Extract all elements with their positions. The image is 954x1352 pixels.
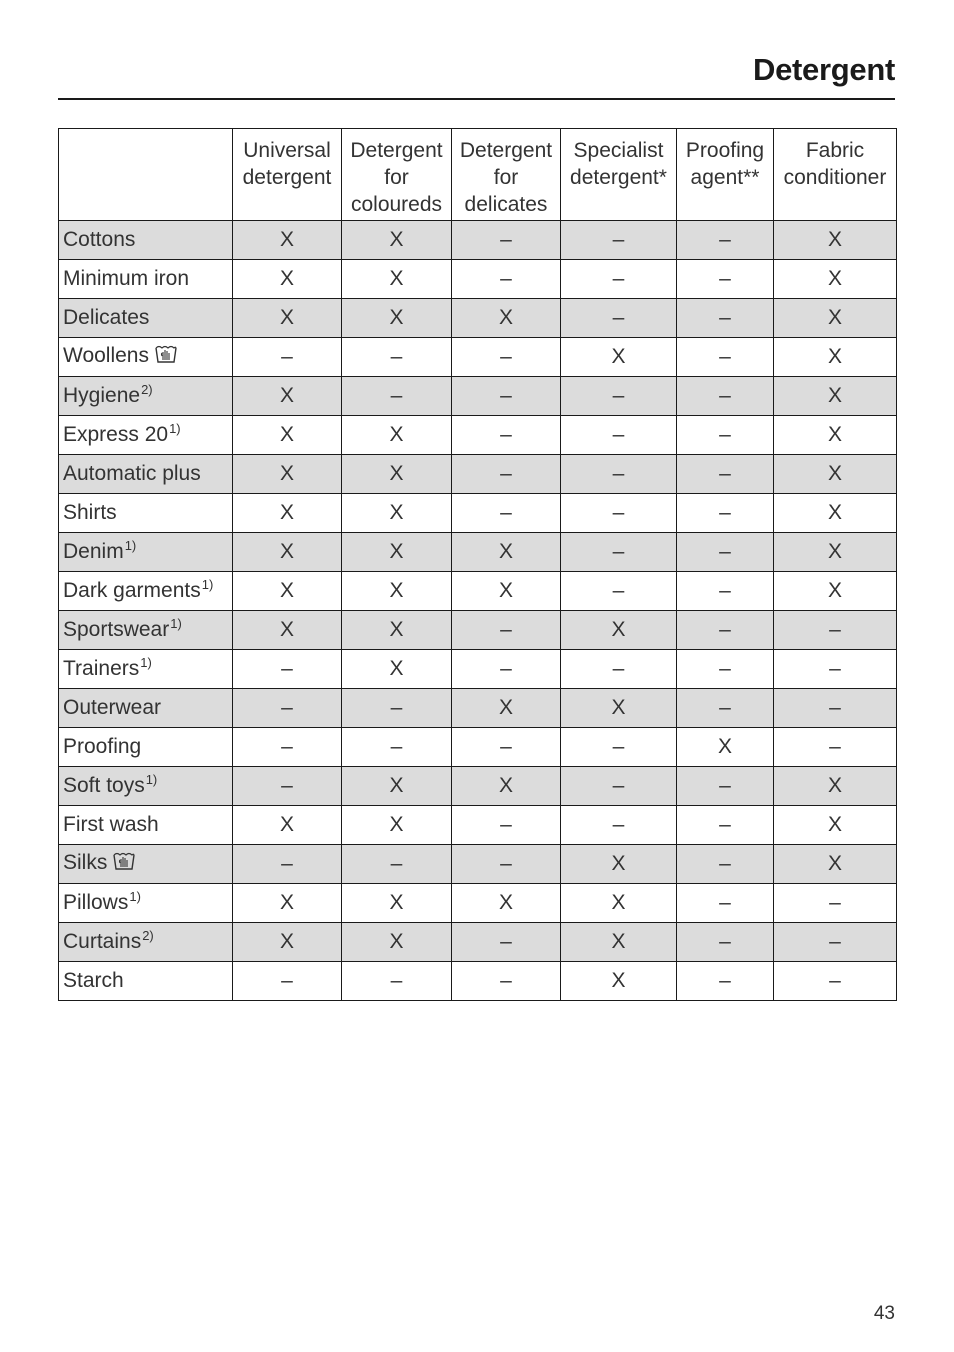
table-cell: X xyxy=(774,533,897,572)
column-header: Detergent for delicates xyxy=(452,129,561,221)
table-row xyxy=(59,494,897,533)
column-header: Specialist detergent* xyxy=(561,129,677,221)
table-cell: X xyxy=(561,845,677,884)
programme-name: Pillows xyxy=(63,891,129,914)
table-cell: – xyxy=(233,650,342,689)
table-cell: X xyxy=(561,689,677,728)
table-cell: – xyxy=(677,845,774,884)
table-row xyxy=(59,689,897,728)
table-cell: – xyxy=(452,377,561,416)
programme-cell xyxy=(59,416,233,455)
table-cell: X xyxy=(774,299,897,338)
table-cell: – xyxy=(233,728,342,767)
table-cell: – xyxy=(452,611,561,650)
table-row xyxy=(59,806,897,845)
programme-name: Automatic plus xyxy=(63,462,201,485)
programme-name: Dark garments xyxy=(63,579,201,602)
table-cell: – xyxy=(677,572,774,611)
table-row xyxy=(59,377,897,416)
table-row xyxy=(59,260,897,299)
programme-cell xyxy=(59,884,233,923)
table-cell: X xyxy=(233,455,342,494)
programme-cell xyxy=(59,728,233,767)
table-cell: – xyxy=(561,260,677,299)
programme-cell xyxy=(59,494,233,533)
table-cell: – xyxy=(342,338,452,377)
table-row xyxy=(59,299,897,338)
table-cell: – xyxy=(774,611,897,650)
programme-cell xyxy=(59,923,233,962)
table-row xyxy=(59,767,897,806)
table-cell: – xyxy=(774,962,897,1001)
table-cell: – xyxy=(342,962,452,1001)
table-cell: X xyxy=(342,299,452,338)
table-cell: – xyxy=(774,689,897,728)
programme-name: Minimum iron xyxy=(63,267,190,290)
table-cell: X xyxy=(452,299,561,338)
table-cell: – xyxy=(452,416,561,455)
table-cell: X xyxy=(452,767,561,806)
table-cell: – xyxy=(342,728,452,767)
table-cell: – xyxy=(677,221,774,260)
table-cell: X xyxy=(342,455,452,494)
table-cell: – xyxy=(677,806,774,845)
programme-name: Express 20 xyxy=(63,423,169,446)
detergent-table xyxy=(58,128,897,1001)
programme-cell xyxy=(59,338,233,377)
programme-cell xyxy=(59,611,233,650)
table-cell: – xyxy=(452,923,561,962)
table-cell: X xyxy=(233,377,342,416)
programme-name: Sportswear xyxy=(63,618,170,641)
table-row xyxy=(59,923,897,962)
table-cell: – xyxy=(233,689,342,728)
programme-name: Curtains xyxy=(63,930,142,953)
table-cell: – xyxy=(452,962,561,1001)
table-cell: X xyxy=(342,533,452,572)
table-cell: X xyxy=(233,533,342,572)
table-cell: X xyxy=(677,728,774,767)
table-cell: X xyxy=(452,884,561,923)
table-row xyxy=(59,416,897,455)
table-cell: – xyxy=(561,767,677,806)
table-cell: – xyxy=(233,767,342,806)
table-cell: X xyxy=(233,494,342,533)
table-cell: X xyxy=(342,611,452,650)
table-cell: – xyxy=(677,767,774,806)
table-cell: – xyxy=(677,455,774,494)
programme-name: Cottons xyxy=(63,228,136,251)
column-header: Detergent for coloureds xyxy=(342,129,452,221)
handwash-icon xyxy=(113,851,135,877)
table-cell: – xyxy=(774,650,897,689)
table-cell: X xyxy=(774,767,897,806)
table-cell: – xyxy=(561,416,677,455)
programme-cell xyxy=(59,806,233,845)
table-cell: – xyxy=(342,377,452,416)
programme-cell xyxy=(59,650,233,689)
table-row xyxy=(59,221,897,260)
programme-name: Soft toys xyxy=(63,774,145,797)
table-cell: X xyxy=(233,806,342,845)
table-cell: X xyxy=(233,884,342,923)
table-row xyxy=(59,884,897,923)
table-row xyxy=(59,338,897,377)
table-cell: X xyxy=(561,611,677,650)
table-cell: X xyxy=(233,299,342,338)
table-cell: – xyxy=(561,650,677,689)
table-cell: – xyxy=(677,377,774,416)
programme-cell xyxy=(59,767,233,806)
table-cell: X xyxy=(342,221,452,260)
table-row xyxy=(59,611,897,650)
table-cell: – xyxy=(561,728,677,767)
table-cell: X xyxy=(233,923,342,962)
programme-name: Starch xyxy=(63,969,124,992)
table-cell: – xyxy=(677,611,774,650)
table-cell: – xyxy=(774,884,897,923)
table-cell: – xyxy=(677,299,774,338)
programme-name: First wash xyxy=(63,813,159,836)
table-row xyxy=(59,572,897,611)
table-cell: X xyxy=(774,338,897,377)
table-cell: – xyxy=(561,533,677,572)
table-cell: – xyxy=(452,221,561,260)
table-cell: X xyxy=(342,923,452,962)
table-cell: – xyxy=(561,494,677,533)
page-number: 43 xyxy=(873,1303,895,1324)
table-cell: – xyxy=(677,650,774,689)
table-cell: X xyxy=(452,572,561,611)
table-cell: – xyxy=(233,338,342,377)
table-cell: – xyxy=(342,845,452,884)
table-cell: – xyxy=(561,572,677,611)
table-cell: X xyxy=(774,377,897,416)
programme-cell xyxy=(59,221,233,260)
programme-cell xyxy=(59,455,233,494)
table-cell: X xyxy=(774,455,897,494)
programme-cell xyxy=(59,572,233,611)
programme-name: Silks xyxy=(63,851,108,874)
table-cell: X xyxy=(342,494,452,533)
table-cell: – xyxy=(561,806,677,845)
title-divider xyxy=(58,98,895,100)
table-cell: X xyxy=(774,260,897,299)
programme-cell xyxy=(59,533,233,572)
footnote-marker: 1) xyxy=(201,577,214,592)
footnote-marker: 1) xyxy=(145,772,158,787)
programme-cell xyxy=(59,377,233,416)
table-row xyxy=(59,455,897,494)
table-row xyxy=(59,845,897,884)
table-cell: X xyxy=(774,845,897,884)
table-cell: – xyxy=(677,884,774,923)
table-cell: – xyxy=(452,806,561,845)
programme-cell xyxy=(59,299,233,338)
programme-name: Woollens xyxy=(63,344,149,367)
table-cell: – xyxy=(677,338,774,377)
column-header: Universal detergent xyxy=(233,129,342,221)
table-cell: X xyxy=(774,221,897,260)
table-cell: X xyxy=(774,572,897,611)
table-cell: – xyxy=(452,260,561,299)
table-cell: X xyxy=(233,260,342,299)
programme-name: Proofing xyxy=(63,735,142,758)
table-cell: – xyxy=(677,260,774,299)
table-cell: – xyxy=(452,494,561,533)
table-cell: – xyxy=(233,845,342,884)
table-cell: X xyxy=(233,221,342,260)
footnote-marker: 1) xyxy=(169,421,181,436)
table-cell: – xyxy=(452,728,561,767)
table-cell: X xyxy=(342,650,452,689)
table-cell: – xyxy=(452,338,561,377)
table-cell: – xyxy=(452,455,561,494)
table-cell: – xyxy=(774,923,897,962)
table-cell: X xyxy=(452,533,561,572)
table-header-row xyxy=(59,129,897,221)
footnote-marker: 1) xyxy=(140,655,152,670)
table-cell: X xyxy=(342,572,452,611)
footnote-marker: 1) xyxy=(124,538,137,553)
table-row xyxy=(59,533,897,572)
programme-cell xyxy=(59,689,233,728)
column-header: Fabric conditioner xyxy=(774,129,897,221)
table-cell: – xyxy=(561,455,677,494)
programme-cell xyxy=(59,260,233,299)
programme-name: Outerwear xyxy=(63,696,162,719)
table-cell: X xyxy=(561,338,677,377)
table-cell: X xyxy=(561,962,677,1001)
table-cell: X xyxy=(233,611,342,650)
header-corner-cell xyxy=(59,129,233,221)
programme-name: Shirts xyxy=(63,501,117,524)
table-cell: – xyxy=(452,845,561,884)
table-body xyxy=(59,221,897,1001)
table-cell: X xyxy=(342,767,452,806)
table-cell: X xyxy=(342,416,452,455)
table-cell: X xyxy=(342,884,452,923)
table-cell: X xyxy=(774,416,897,455)
programme-cell xyxy=(59,845,233,884)
table-row xyxy=(59,650,897,689)
table-cell: X xyxy=(342,806,452,845)
table-cell: X xyxy=(774,806,897,845)
table-cell: X xyxy=(233,572,342,611)
table-cell: – xyxy=(342,689,452,728)
table-row xyxy=(59,962,897,1001)
footnote-marker: 1) xyxy=(129,889,141,904)
table-cell: X xyxy=(452,689,561,728)
table-row xyxy=(59,728,897,767)
table-cell: – xyxy=(774,728,897,767)
programme-name: Denim xyxy=(63,540,124,563)
table-cell: – xyxy=(677,923,774,962)
table-cell: – xyxy=(561,299,677,338)
table-cell: X xyxy=(342,260,452,299)
table-cell: – xyxy=(233,962,342,1001)
table-cell: – xyxy=(677,689,774,728)
table-cell: – xyxy=(561,377,677,416)
table-cell: – xyxy=(677,962,774,1001)
table-cell: – xyxy=(677,416,774,455)
table-cell: – xyxy=(561,221,677,260)
footnote-marker: 2) xyxy=(142,928,154,943)
programme-name: Hygiene xyxy=(63,384,141,407)
table-cell: X xyxy=(561,884,677,923)
table-cell: X xyxy=(561,923,677,962)
column-header: Proofing agent** xyxy=(677,129,774,221)
footnote-marker: 1) xyxy=(170,616,182,631)
table-cell: X xyxy=(233,416,342,455)
programme-cell xyxy=(59,962,233,1001)
page-title: Detergent xyxy=(753,52,895,87)
table-cell: – xyxy=(452,650,561,689)
programme-name: Delicates xyxy=(63,306,150,329)
programme-name: Trainers xyxy=(63,657,140,680)
handwash-icon xyxy=(155,344,177,370)
table-cell: – xyxy=(677,494,774,533)
table-cell: – xyxy=(677,533,774,572)
footnote-marker: 2) xyxy=(141,382,153,397)
table-cell: X xyxy=(774,494,897,533)
